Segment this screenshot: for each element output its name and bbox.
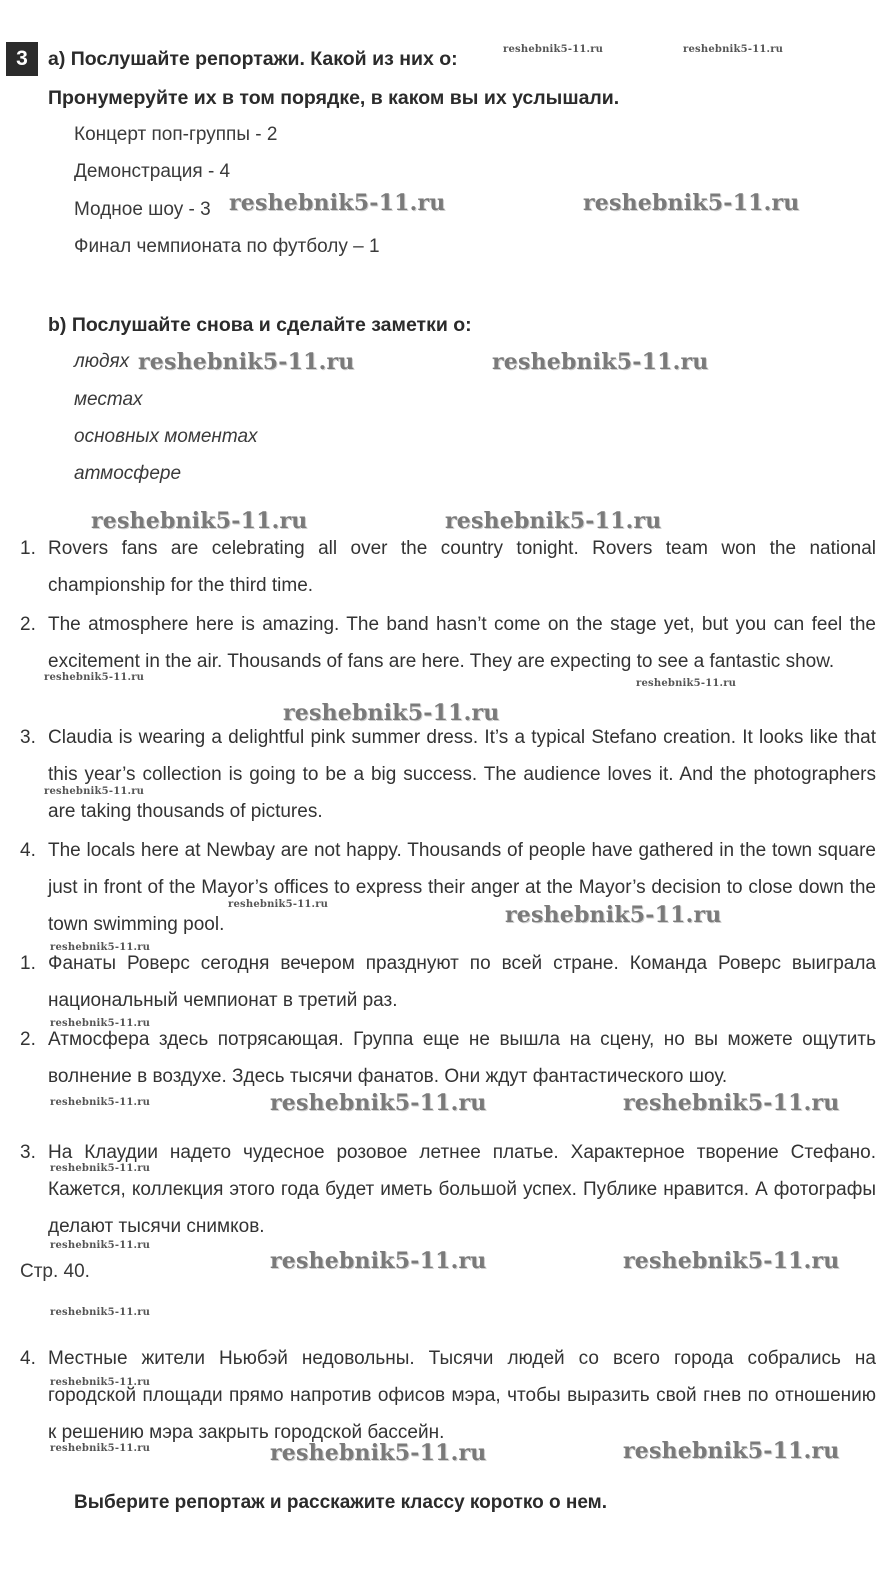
watermark: reshebnik5-11.ru — [50, 1097, 151, 1108]
watermark: reshebnik5-11.ru — [228, 899, 329, 910]
watermark: reshebnik5-11.ru — [50, 1443, 151, 1454]
watermark: reshebnik5-11.ru — [492, 349, 709, 375]
russian-paragraph — [20, 945, 876, 1019]
watermark: reshebnik5-11.ru — [44, 786, 145, 797]
watermark: reshebnik5-11.ru — [636, 678, 737, 689]
watermark: reshebnik5-11.ru — [270, 1090, 487, 1116]
watermark: reshebnik5-11.ru — [50, 1240, 151, 1251]
watermark: reshebnik5-11.ru — [91, 508, 308, 534]
paragraph-number: 4. — [20, 1348, 36, 1369]
paragraph-number: 2. — [20, 614, 36, 635]
part-a-subtitle: Пронумеруйте их в том порядке, в каком вы их услышали. — [48, 87, 620, 109]
part-b-item: местах — [74, 389, 143, 410]
page-reference: Стр. 40. — [20, 1261, 90, 1282]
russian-paragraph — [20, 1134, 876, 1245]
watermark: reshebnik5-11.ru — [50, 1307, 151, 1318]
watermark: reshebnik5-11.ru — [50, 1163, 151, 1174]
paragraph-number: 3. — [20, 1142, 36, 1163]
russian-paragraph — [20, 1021, 876, 1095]
paragraph-text: Rovers fans are celebrating all over the country tonight. Rovers team won the national championship for the third time. — [48, 538, 876, 596]
part-a-title: a) Послушайте репортажи. Какой из них о: — [48, 48, 458, 70]
exercise-number-badge: 3 — [6, 42, 38, 76]
english-paragraph — [20, 832, 876, 943]
paragraph-number: 1. — [20, 538, 36, 559]
watermark: reshebnik5-11.ru — [50, 942, 151, 953]
paragraph-number: 2. — [20, 1029, 36, 1050]
watermark: reshebnik5-11.ru — [623, 1248, 840, 1274]
paragraph-text: Местные жители Ньюбэй недовольны. Тысячи людей со всего города собрались на городской площади прямо напротив офисов мэра, чтобы выразить свой гнев по отношению к решению мэра закрыть городской бассейн. — [48, 1348, 876, 1443]
paragraph-number: 3. — [20, 727, 36, 748]
part-a-item: Финал чемпионата по футболу – 1 — [74, 236, 380, 257]
part-a-item: Концерт поп-группы - 2 — [74, 124, 278, 145]
watermark: reshebnik5-11.ru — [503, 44, 604, 55]
part-a-item: Модное шоу - 3 — [74, 199, 211, 220]
task-instruction: Выберите репортаж и расскажите классу коротко о нем. — [74, 1492, 607, 1513]
watermark: reshebnik5-11.ru — [283, 700, 500, 726]
watermark: reshebnik5-11.ru — [44, 672, 145, 683]
english-paragraph — [20, 530, 876, 604]
paragraph-text: Claudia is wearing a delightful pink summer dress. It’s a typical Stefano creation. It looks like that this year’s collection is going to be a big success. The audience loves it. And the photographers are taking thousands of pictures. — [48, 727, 876, 822]
watermark: reshebnik5-11.ru — [505, 902, 722, 928]
watermark: reshebnik5-11.ru — [138, 349, 355, 375]
watermark: reshebnik5-11.ru — [623, 1438, 840, 1464]
paragraph-text: The locals here at Newbay are not happy. Thousands of people have gathered in the town square just in front of the Mayor’s offices to express their anger at the Mayor’s decision to close down the town swimming pool. — [48, 840, 876, 935]
part-b-title: b) Послушайте снова и сделайте заметки о: — [48, 314, 472, 336]
paragraph-text: Атмосфера здесь потрясающая. Группа еще не вышла на сцену, но вы можете ощутить волнение в воздухе. Здесь тысячи фанатов. Они ждут фантастического шоу. — [48, 1029, 876, 1087]
part-b-item: людях — [74, 351, 130, 372]
part-a-item: Демонстрация - 4 — [74, 161, 231, 182]
paragraph-text: Фанаты Роверс сегодня вечером празднуют по всей стране. Команда Роверс выиграла национальный чемпионат в третий раз. — [48, 953, 876, 1011]
paragraph-text: The atmosphere here is amazing. The band hasn’t come on the stage yet, but you can feel the excitement in the air. Thousands of fans are here. They are expecting to see a fantastic show. — [48, 614, 876, 672]
watermark: reshebnik5-11.ru — [50, 1018, 151, 1029]
watermark: reshebnik5-11.ru — [623, 1090, 840, 1116]
russian-paragraph — [20, 1340, 876, 1451]
watermark: reshebnik5-11.ru — [683, 44, 784, 55]
watermark: reshebnik5-11.ru — [270, 1248, 487, 1274]
paragraph-number: 1. — [20, 953, 36, 974]
watermark: reshebnik5-11.ru — [445, 508, 662, 534]
english-paragraph — [20, 719, 876, 830]
part-b-item: атмосфере — [74, 463, 182, 484]
english-paragraph — [20, 606, 876, 680]
watermark: reshebnik5-11.ru — [270, 1440, 487, 1466]
paragraph-text: На Клаудии надето чудесное розовое летнее платье. Характерное творение Стефано. Кажется, коллекция этого года будет иметь большой успех. Публике нравится. А фотографы делают тысячи снимков. — [48, 1142, 876, 1237]
watermark: reshebnik5-11.ru — [583, 190, 800, 216]
watermark: reshebnik5-11.ru — [50, 1377, 151, 1388]
part-b-item: основных моментах — [74, 426, 258, 447]
paragraph-number: 4. — [20, 840, 36, 861]
watermark: reshebnik5-11.ru — [229, 190, 446, 216]
